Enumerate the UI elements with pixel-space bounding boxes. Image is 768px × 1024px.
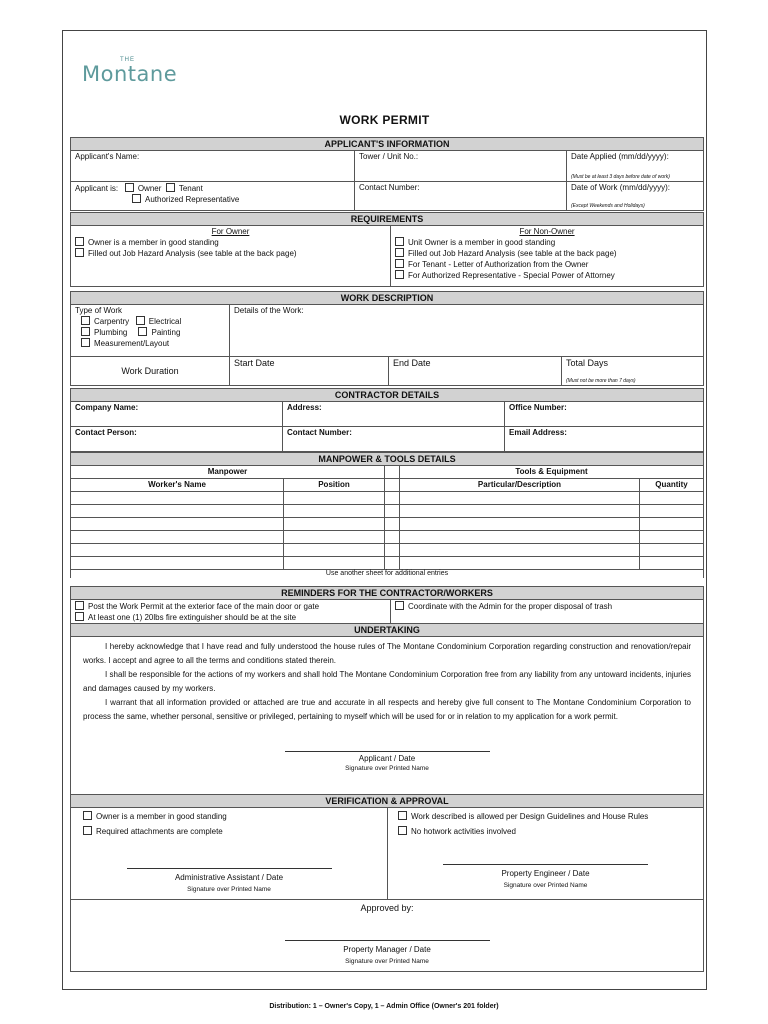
verify-design-checkbox[interactable] [398,811,407,820]
total-days-note: (Must not be more than 7 days) [566,378,636,384]
spacer-cell [385,518,400,531]
end-date-label: End Date [393,358,431,368]
engineer-sig-sub: Signature over Printed Name [503,882,588,889]
contact-person-field[interactable] [71,427,283,452]
reminders-header: REMINDERS FOR THE CONTRACTOR/WORKERS [71,587,704,600]
reminder-trash-checkbox[interactable] [395,601,404,610]
work-details-field[interactable] [230,305,704,357]
applicant-sig-label: Applicant / Date [358,754,416,763]
particular-cell[interactable] [400,557,640,570]
tools-label: Tools & Equipment [400,466,704,479]
verification-right [388,808,704,900]
reminders-left [71,600,391,625]
logo-the: THE [120,57,135,63]
undertaking-p1: I hereby acknowledge that I have read and fully understood the house rules of The Montane Condominium Corporation regarding construction and renovation/repair works. I accept and agree to all the terms and conditions stated therein. [83,642,691,665]
approved-by-label: Approved by: [360,903,414,913]
non-owner-req-checkbox[interactable] [395,259,404,268]
applicant-section [70,137,704,211]
position-cell[interactable] [284,518,385,531]
date-work-label: Date of Work (mm/dd/yyyy): [571,183,670,192]
manager-signature-line[interactable] [285,940,490,941]
owner-req-item [75,237,386,248]
date-work-note: (Except Weekends and Holidays) [571,203,645,209]
start-date-label: Start Date [234,358,275,368]
logo-name: Montane [82,62,178,86]
electrical-checkbox[interactable] [136,316,145,325]
verify-owner-checkbox[interactable] [83,811,92,820]
measurement-label: Measurement/Layout [94,339,170,348]
total-days-label: Total Days [566,358,609,368]
reminder-extinguisher-checkbox[interactable] [75,612,84,621]
worker-name-cell[interactable] [71,492,284,505]
work-duration-label: Work Duration [71,357,230,386]
office-number-label: Office Number: [509,403,567,412]
verify-attachments-label: Required attachments are complete [96,827,223,836]
spacer-cell [385,505,400,518]
requirements-section [70,212,704,287]
owner-req-checkbox[interactable] [75,237,84,246]
col-position: Position [284,479,385,492]
position-cell[interactable] [284,531,385,544]
date-work-field[interactable] [567,182,704,211]
quantity-cell[interactable] [640,492,704,505]
manager-sig-label: Property Manager / Date [343,945,431,954]
spacer-cell [385,557,400,570]
office-number-field[interactable] [505,402,704,427]
non-owner-req-item [395,237,699,248]
particular-cell[interactable] [400,531,640,544]
distribution-footer: Distribution: 1 – Owner's Copy, 1 – Admin Office (Owner's 201 folder) [269,1003,499,1010]
requirements-header: REQUIREMENTS [71,213,704,226]
reminder-post-label: Post the Work Permit at the exterior face of the main door or gate [88,602,320,611]
spacer-cell [385,492,400,505]
address-field[interactable] [283,402,505,427]
tower-unit-label: Tower / Unit No.: [359,152,419,161]
owner-req-title: For Owner [211,227,250,236]
contact-number-label: Contact Number: [359,183,420,192]
spacer-cell [385,531,400,544]
non-owner-req-label: Filled out Job Hazard Analysis (see table at the back page) [408,249,617,258]
work-section [70,291,704,386]
reminders-section [70,586,704,625]
work-details-label: Details of the Work: [234,306,304,315]
non-owner-req-checkbox[interactable] [395,270,404,279]
position-cell[interactable] [284,505,385,518]
manpower-row [71,505,704,518]
plumbing-label: Plumbing [94,328,128,337]
quantity-cell[interactable] [640,544,704,557]
admin-signature-line[interactable] [127,868,332,869]
contractor-header: CONTRACTOR DETAILS [71,389,704,402]
contact-number-field[interactable] [355,182,567,211]
manpower-row [71,518,704,531]
applicant-sig-sub: Signature over Printed Name [345,765,429,772]
tenant-label: Tenant [178,184,203,193]
date-applied-label: Date Applied (mm/dd/yyyy): [571,152,669,161]
tower-unit-field[interactable] [355,151,567,182]
col-particular: Particular/Description [400,479,640,492]
type-of-work-cell [71,305,230,357]
manpower-row [71,557,704,570]
verification-header: VERIFICATION & APPROVAL [71,795,704,808]
verify-owner-label: Owner is a member in good standing [96,812,227,821]
address-label: Address: [287,403,322,412]
email-field[interactable] [505,427,704,452]
manpower-row [71,492,704,505]
particular-cell[interactable] [400,518,640,531]
non-owner-req-item [395,259,699,270]
worker-name-cell[interactable] [71,557,284,570]
admin-sig-label: Administrative Assistant / Date [174,873,284,882]
contractor-section [70,388,704,452]
owner-req-label: Filled out Job Hazard Analysis (see table at the back page) [88,249,297,258]
owner-label: Owner [137,184,162,193]
col-quantity: Quantity [640,479,704,492]
authorized-label: Authorized Representative [145,195,240,204]
end-date-field[interactable] [389,357,562,386]
applicant-type-cell [71,182,355,211]
tenant-checkbox[interactable] [166,183,175,192]
total-days-field[interactable] [562,357,704,386]
start-date-field[interactable] [230,357,389,386]
owner-req-label: Owner is a member in good standing [88,238,219,247]
contractor-contact-field[interactable] [283,427,505,452]
verification-section [70,794,704,972]
manager-sig-sub: Signature over Printed Name [345,958,429,965]
carpentry-label: Carpentry [94,317,130,326]
worker-name-cell[interactable] [71,531,284,544]
owner-req-checkbox[interactable] [75,248,84,257]
owner-req-item [75,248,386,259]
position-cell[interactable] [284,492,385,505]
particular-cell[interactable] [400,492,640,505]
page-title: WORK PERMIT [339,113,430,127]
non-owner-req-label: For Authorized Representative - Special Power of Attorney [408,271,615,280]
manpower-section [70,452,704,578]
permit-form [62,30,707,990]
approval-cell [71,900,704,972]
manpower-note: Use another sheet for additional entries [71,570,704,579]
non-owner-req-item [395,270,699,281]
undertaking-p3: I warrant that all information provided or attached are true and accurate in all respects and hereby give full consent to The Montane Condominium Corporation to process the same, whether personal, sensitive or privileged, pertaining to myself which will be used for or in relation to my application for a work permit. [83,698,691,721]
worker-name-cell[interactable] [71,505,284,518]
verification-left [71,808,388,900]
quantity-cell[interactable] [640,505,704,518]
reminder-trash-label: Coordinate with the Admin for the proper disposal of trash [408,602,613,611]
painting-label: Painting [151,328,181,337]
non-owner-req-item [395,248,699,259]
company-name-label: Company Name: [75,403,139,412]
applicant-is-label: Applicant is: [75,184,119,193]
undertaking-p2: I shall be responsible for the actions of my workers and shall hold The Montane Condominium Corporation free from any liability from any untoward incidents, injuries and damages caused by my workers. [83,670,691,693]
reminder-extinguisher-label: At least one (1) 20lbs fire extinguisher should be at the site [88,613,297,622]
engineer-sig-label: Property Engineer / Date [501,869,590,878]
manpower-label: Manpower [71,466,385,479]
undertaking-section [70,623,704,797]
non-owner-req-label: For Tenant - Letter of Authorization from the Owner [408,260,589,269]
owner-requirements [71,226,391,287]
email-label: Email Address: [509,428,567,437]
verify-design-label: Work described is allowed per Design Guidelines and House Rules [411,812,649,821]
engineer-signature-line[interactable] [443,864,648,865]
position-cell[interactable] [284,544,385,557]
reminder-post-checkbox[interactable] [75,601,84,610]
work-header: WORK DESCRIPTION [71,292,704,305]
verify-hotwork-label: No hotwork activities involved [411,827,516,836]
applicant-header: APPLICANT'S INFORMATION [71,138,704,151]
manpower-row [71,531,704,544]
col-worker-name: Worker's Name [71,479,284,492]
undertaking-header: UNDERTAKING [71,624,704,637]
quantity-cell[interactable] [640,518,704,531]
plumbing-checkbox[interactable] [81,327,90,336]
measurement-checkbox[interactable] [81,338,90,347]
undertaking-body [71,637,704,797]
manpower-header: MANPOWER & TOOLS DETAILS [71,453,704,466]
applicant-name-label: Applicant's Name: [75,152,140,161]
non-owner-req-checkbox[interactable] [395,237,404,246]
position-cell[interactable] [284,557,385,570]
painting-checkbox[interactable] [138,327,147,336]
admin-sig-sub: Signature over Printed Name [187,886,271,893]
company-name-field[interactable] [71,402,283,427]
date-applied-field[interactable] [567,151,704,182]
non-owner-requirements [391,226,704,287]
electrical-label: Electrical [148,317,182,326]
reminders-right [391,600,704,625]
worker-name-cell[interactable] [71,518,284,531]
authorized-checkbox[interactable] [132,194,141,203]
quantity-cell[interactable] [640,531,704,544]
spacer-cell [385,544,400,557]
carpentry-checkbox[interactable] [81,316,90,325]
worker-name-cell[interactable] [71,544,284,557]
montane-logo [82,55,177,86]
date-applied-note: (Must be at least 3 days before date of work) [571,174,670,180]
applicant-name-field[interactable] [71,151,355,182]
applicant-signature-line[interactable] [285,751,490,752]
non-owner-req-label: Unit Owner is a member in good standing [408,238,556,247]
non-owner-req-title: For Non-Owner [519,227,575,236]
non-owner-req-checkbox[interactable] [395,248,404,257]
contact-person-label: Contact Person: [75,428,137,437]
quantity-cell[interactable] [640,557,704,570]
manpower-row [71,544,704,557]
contractor-contact-label: Contact Number: [287,428,352,437]
type-of-work-label: Type of Work [75,306,122,315]
particular-cell[interactable] [400,544,640,557]
verify-attachments-checkbox[interactable] [83,826,92,835]
particular-cell[interactable] [400,505,640,518]
verify-hotwork-checkbox[interactable] [398,826,407,835]
owner-checkbox[interactable] [125,183,134,192]
